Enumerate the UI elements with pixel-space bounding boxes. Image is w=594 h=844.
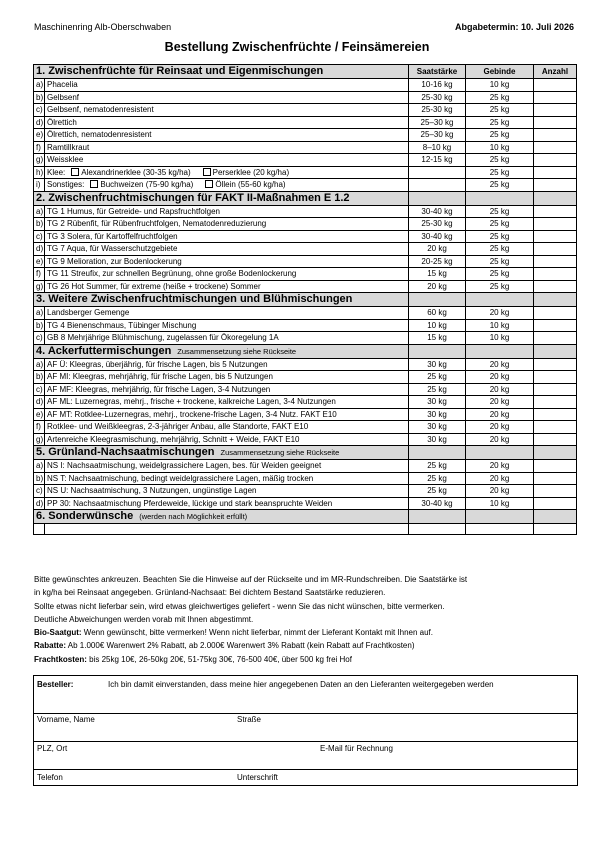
item-name-cell [45,79,409,92]
seed-rate: 10-16 kg [409,79,466,92]
quantity-input[interactable] [534,332,577,345]
street-label: Straße [237,715,262,724]
quantity-input[interactable] [534,485,577,498]
item-name: AF MF: Kleegras, mehrjährig, für frische Lagen, 3-4 Nutzungen [47,384,271,394]
item-name-cell [45,332,409,345]
fracht-text: bis 25kg 10€, 26-50kg 20€, 51-75kg 30€, 76-500 40€, über 500 kg frei Hof [86,654,352,664]
item-name-cell [45,319,409,332]
item-name-cell [45,91,409,104]
section-title: 1. Zwischenfrüchte für Reinsaat und Eigenmischungen [36,65,324,77]
phone-label: Telefon [37,773,63,782]
item-name-cell [45,371,409,384]
rabatte-label: Rabatte: [34,641,67,651]
item-name: Artenreiche Kleegrasmischung, mehrjährig, Schnitt + Weide, FAKT E10 [47,434,300,444]
section-title-cell [34,191,409,205]
bio-note [34,626,579,639]
seed-rate: 20-25 kg [409,255,466,268]
item-name-cell [45,166,409,179]
bundle-size: 25 kg [466,230,534,243]
table-row [34,371,577,384]
row-letter: d) [34,497,45,510]
quantity-input[interactable] [534,307,577,320]
note-line: Bitte gewünschtes ankreuzen. Beachten Sie die Hinweise auf der Rückseite und im MR-Rundschreiben. Die Saatstärke ist [34,575,468,584]
bundle-size: 20 kg [466,396,534,409]
item-name-cell [45,205,409,218]
seed-rate: 30-40 kg [409,497,466,510]
bundle-size: 25 kg [466,116,534,129]
table-row [34,243,577,256]
empty-cell [409,446,466,460]
checkbox[interactable] [205,180,213,188]
rabatte-note [34,639,579,652]
section-header [34,191,577,205]
table-row [34,154,577,167]
item-name: GB 8 Mehrjährige Blühmischung, zugelassen für Ökoregelung 1A [47,333,279,343]
bundle-size: 20 kg [466,421,534,434]
table-row [34,129,577,142]
section-title-cell [34,446,409,460]
order-table [33,64,577,535]
option-label: Perserklee (20 kg/ha) [212,167,290,177]
section-title-cell [34,344,409,358]
empty-cell [466,293,534,307]
item-name: Ölrettich [47,117,77,127]
table-row [34,307,577,320]
customer-form [33,675,578,786]
row-letter: e) [34,255,45,268]
seed-rate [409,166,466,179]
bundle-size: 10 kg [466,141,534,154]
table-row [34,497,577,510]
item-name-cell [45,280,409,293]
section-title: 5. Grünland-Nachsaatmischungen [36,446,215,458]
name-label: Vorname, Name [37,715,95,724]
bundle-size: 10 kg [466,332,534,345]
quantity-input[interactable] [534,218,577,231]
item-name: PP 30: Nachsaatmischung Pferdeweide, lückige und stark beanspruchte Weiden [47,498,333,508]
table-row [34,408,577,421]
fracht-label: Frachtkosten: [34,654,87,664]
item-name-cell [45,472,409,485]
row-letter: d) [34,116,45,129]
seed-rate: 25-30 kg [409,104,466,117]
seed-rate: 25 kg [409,485,466,498]
row-letter: g) [34,280,45,293]
quantity-input[interactable] [534,396,577,409]
email-label: E-Mail für Rechnung [320,744,393,753]
section-title: 3. Weitere Zwischenfruchtmischungen und Blühmischungen [36,293,353,305]
seed-rate: 60 kg [409,307,466,320]
row-letter: d) [34,243,45,256]
item-name: NS T: Nachsaatmischung, bedingt weidelgrassichere Lagen, mäßig trocken [47,473,314,483]
quantity-input[interactable] [534,116,577,129]
bundle-size: 10 kg [466,497,534,510]
row-letter: g) [34,433,45,446]
seed-rate: 25-30 kg [409,218,466,231]
item-name-cell [45,433,409,446]
table-row [34,141,577,154]
seed-rate: 30 kg [409,408,466,421]
bundle-size: 20 kg [466,358,534,371]
table-row [34,383,577,396]
row-letter: a) [34,79,45,92]
seed-rate: 25 kg [409,472,466,485]
row-letter: c) [34,332,45,345]
empty-cell [409,510,466,524]
quantity-input[interactable] [534,154,577,167]
item-name-cell [45,179,409,192]
quantity-input[interactable] [534,255,577,268]
item-name-cell [45,268,409,281]
quantity-input[interactable] [534,104,577,117]
quantity-input[interactable] [534,268,577,281]
section-title-cell [34,293,409,307]
quantity-input[interactable] [534,408,577,421]
item-name-cell [45,460,409,473]
item-name: Rotklee- und Weißkleegras, 2-3-jähriger Anbau, alle Standorte, FAKT E10 [47,422,309,432]
item-name-cell [45,154,409,167]
row-letter: b) [34,472,45,485]
empty-cell [466,446,534,460]
plz-label: PLZ, Ort [37,744,68,753]
table-row [34,230,577,243]
quantity-input[interactable] [534,141,577,154]
table-row [34,91,577,104]
item-name: AF MI: Kleegras, mehrjährig, für frische Lagen, bis 5 Nutzungen [47,372,273,382]
row-letter: a) [34,358,45,371]
item-name-cell [45,116,409,129]
item-name: AF ML: Luzernegras, mehrj., frische + trockene, kalkreiche Lagen, 3-4 Nutzungen [47,397,336,407]
section-title-cell [34,65,409,79]
bundle-size: 25 kg [466,243,534,256]
row-letter: e) [34,408,45,421]
item-name-cell [45,485,409,498]
section-header [34,293,577,307]
seed-rate: 10 kg [409,319,466,332]
item-name: TG 4 Bienenschmaus, Tübinger Mischung [47,320,197,330]
seed-rate: 30-40 kg [409,230,466,243]
seed-rate: 30 kg [409,421,466,434]
item-name: Landsberger Gemenge [47,308,130,318]
bundle-size: 20 kg [466,383,534,396]
item-name: TG 2 Rübenfit, für Rübenfruchtfolgen, Nematodenreduzierung [47,219,267,229]
bundle-size [466,524,534,535]
table-row [34,205,577,218]
seed-rate: 25–30 kg [409,129,466,142]
quantity-input[interactable] [534,383,577,396]
bundle-size: 25 kg [466,91,534,104]
signature-label: Unterschrift [237,773,278,782]
row-letter: f) [34,268,45,281]
table-row [34,79,577,92]
section-header [34,446,577,460]
item-name: Gelbsenf, nematodenresistent [47,105,154,115]
bundle-size: 25 kg [466,166,534,179]
bundle-size: 25 kg [466,104,534,117]
empty-cell [409,191,466,205]
empty-cell [466,191,534,205]
quantity-input[interactable] [534,230,577,243]
quantity-input[interactable] [534,421,577,434]
table-row [34,433,577,446]
table-row [34,104,577,117]
item-name: TG 26 Hot Summer, für extreme (heiße + trockene) Sommer [47,281,261,291]
empty-cell [534,510,577,524]
bundle-size: 25 kg [466,129,534,142]
bundle-size: 20 kg [466,408,534,421]
section-title: 2. Zwischenfruchtmischungen für FAKT II-Maßnahmen E 1.2 [36,191,350,204]
consent-text: Ich bin damit einverstanden, dass meine hier angegebenen Daten an den Lieferanten weitergegeben werden [108,680,494,689]
empty-cell [409,293,466,307]
seed-rate: 30 kg [409,433,466,446]
item-name: Sonstiges: [47,180,85,190]
item-name: TG 9 Melioration, zur Bodenlockerung [47,256,182,266]
bundle-size: 25 kg [466,179,534,192]
table-row [34,116,577,129]
item-name: AF Ü: Kleegras, überjährig, für frische Lagen, bis 5 Nutzungen [47,359,268,369]
table-row [34,280,577,293]
table-row [34,396,577,409]
quantity-input[interactable] [534,524,577,535]
seed-rate: 25–30 kg [409,116,466,129]
section-title: 4. Ackerfuttermischungen [36,344,172,357]
table-row [34,319,577,332]
empty-cell [534,293,577,307]
row-letter: c) [34,230,45,243]
row-letter [34,524,45,535]
seed-rate [409,524,466,535]
seed-rate: 25 kg [409,383,466,396]
table-row [34,218,577,231]
quantity-input[interactable] [534,179,577,192]
item-name: Weissklee [47,155,84,165]
section-header [34,510,577,524]
bundle-size: 20 kg [466,460,534,473]
name-street-row[interactable] [34,713,577,742]
bio-label: Bio-Saatgut: [34,628,82,638]
item-name-cell [45,230,409,243]
row-letter: c) [34,104,45,117]
quantity-input[interactable] [534,79,577,92]
item-name: Gelbsenf [47,92,80,102]
section-title-cell [34,510,409,524]
table-row [34,524,577,535]
bundle-size: 25 kg [466,205,534,218]
note-line: Deutliche Abweichungen werden vorab mit Ihnen abgestimmt. [34,614,254,624]
section-title: 6. Sonderwünsche [36,510,134,522]
seed-rate: 8–10 kg [409,141,466,154]
bundle-size: 20 kg [466,433,534,446]
item-name-cell [45,255,409,268]
row-letter: h) [34,166,45,179]
section-subtitle: Zusammensetzung siehe Rückseite [177,346,297,356]
option-label: Öllein (55-60 kg/ha) [215,180,286,190]
quantity-input[interactable] [534,91,577,104]
row-letter: b) [34,91,45,104]
item-name: NS U: Nachsaatmischung, 3 Nutzungen, ungünstige Lagen [47,486,257,496]
notes [34,573,579,666]
item-name: NS I: Nachsaatmischung, weidelgrassichere Lagen, bes. für Weiden geeignet [47,461,322,471]
row-letter: b) [34,319,45,332]
quantity-input[interactable] [534,205,577,218]
bundle-size: 25 kg [466,154,534,167]
quantity-input[interactable] [534,472,577,485]
item-name-cell [45,421,409,434]
seed-rate: 30-40 kg [409,205,466,218]
quantity-input[interactable] [534,129,577,142]
quantity-input[interactable] [534,358,577,371]
quantity-input[interactable] [534,497,577,510]
row-letter: b) [34,371,45,384]
seed-rate: 25 kg [409,371,466,384]
page-title: Bestellung Zwischenfrüchte / Feinsämereien [164,40,430,54]
item-name-cell [45,129,409,142]
besteller-label: Besteller: [37,680,74,689]
empty-cell [534,191,577,205]
checkbox[interactable] [203,168,211,176]
row-letter: i) [34,179,45,192]
item-name: TG 7 Aqua, für Wasserschutzgebiete [47,244,178,254]
quantity-input[interactable] [534,166,577,179]
item-name-cell [45,307,409,320]
table-row [34,332,577,345]
item-name-cell [45,218,409,231]
seed-rate: 20 kg [409,243,466,256]
seed-rate: 15 kg [409,268,466,281]
checkbox[interactable] [71,168,79,176]
item-name: Klee: [47,167,66,177]
col-header-seed-rate: Saatstärke [409,65,466,79]
quantity-input[interactable] [534,243,577,256]
empty-cell [534,446,577,460]
table-row [34,472,577,485]
quantity-input[interactable] [534,319,577,332]
item-name-cell [45,141,409,154]
item-name-cell [45,524,409,535]
quantity-input[interactable] [534,433,577,446]
bundle-size: 20 kg [466,485,534,498]
seed-rate: 20 kg [409,280,466,293]
empty-cell [466,510,534,524]
fracht-note [34,653,579,666]
table-row [34,421,577,434]
item-name: Phacelia [47,80,78,90]
seed-rate: 30 kg [409,358,466,371]
empty-cell [466,344,534,358]
checkbox[interactable] [90,180,98,188]
seed-rate [409,179,466,192]
item-name-cell [45,396,409,409]
seed-rate: 12-15 kg [409,154,466,167]
organization-name: Maschinenring Alb-Oberschwaben [34,22,172,32]
table-row [34,485,577,498]
item-name-cell [45,243,409,256]
item-name-cell [45,383,409,396]
row-letter: a) [34,307,45,320]
item-name: AF MT: Rotklee-Luzernegras, mehrj., trockene-frische Lagen, 3-4 Nutz. FAKT E10 [47,409,337,419]
bundle-size: 25 kg [466,280,534,293]
seed-rate: 25 kg [409,460,466,473]
seed-rate: 15 kg [409,332,466,345]
note-line: Sollte etwas nicht lieferbar sein, wird etwas gleichwertiges geliefert - wenn Sie das nicht wünschen, bitte vermerken. [34,601,445,611]
section-subtitle: Zusammensetzung siehe Rückseite [220,448,340,457]
row-letter: a) [34,205,45,218]
table-row [34,255,577,268]
row-letter: c) [34,485,45,498]
col-header-count: Anzahl [534,65,577,79]
bio-text: Wenn gewünscht, bitte vermerken! Wenn nicht lieferbar, nimmt der Lieferant Kontakt mit Ihnen auf. [81,628,433,638]
empty-cell [409,344,466,358]
table-row [34,460,577,473]
table-row [34,166,577,179]
item-name: TG 1 Humus, für Getreide- und Rapsfruchtfolgen [47,206,220,216]
rabatte-text: Ab 1.000€ Warenwert 2% Rabatt, ab 2.000€ Warenwert 3% Rabatt (kein Rabatt auf Frachtkosten) [66,641,415,651]
option-label: Buchweizen (75-90 kg/ha) [100,180,194,190]
bundle-size: 25 kg [466,255,534,268]
option-label: Alexandrinerklee (30-35 kg/ha) [81,167,191,177]
quantity-input[interactable] [534,460,577,473]
quantity-input[interactable] [534,371,577,384]
bundle-size: 20 kg [466,307,534,320]
bundle-size: 20 kg [466,371,534,384]
item-name: TG 11 Streufix, zur schnellen Begrünung, ohne große Bodenlockerung [47,269,297,279]
empty-cell [534,344,577,358]
plz-email-row[interactable] [34,741,577,770]
besteller-row[interactable] [34,676,577,714]
item-name-cell [45,497,409,510]
col-header-bundle: Gebinde [466,65,534,79]
section-header [34,65,577,79]
table-row [34,179,577,192]
bundle-size: 10 kg [466,79,534,92]
row-letter: e) [34,129,45,142]
item-name: TG 3 Solera, für Kartoffelfruchtfolgen [47,231,178,241]
row-letter: d) [34,396,45,409]
row-letter: b) [34,218,45,231]
note-line: in kg/ha bei Reinsaat angegeben. Grünland-Nachsaat: Bei dichtem Bestand Saatstärke reduzieren. [34,588,386,598]
table-row [34,268,577,281]
bundle-size: 10 kg [466,319,534,332]
phone-signature-row[interactable] [34,769,577,785]
item-name-cell [45,104,409,117]
item-name: Ölrettich, nematodenresistent [47,130,152,140]
row-letter: f) [34,421,45,434]
row-letter: f) [34,141,45,154]
quantity-input[interactable] [534,280,577,293]
seed-rate: 25-30 kg [409,91,466,104]
row-letter: a) [34,460,45,473]
item-name: Ramtillkraut [47,142,90,152]
bundle-size: 25 kg [466,268,534,281]
section-subtitle: (werden nach Möglichkeit erfüllt) [139,512,248,521]
deadline: Abgabetermin: 10. Juli 2026 [454,22,574,32]
row-letter: g) [34,154,45,167]
item-name-cell [45,408,409,421]
bundle-size: 20 kg [466,472,534,485]
row-letter: c) [34,383,45,396]
bundle-size: 25 kg [466,218,534,231]
seed-rate: 30 kg [409,396,466,409]
table-row [34,358,577,371]
section-header [34,344,577,358]
item-name-cell [45,358,409,371]
